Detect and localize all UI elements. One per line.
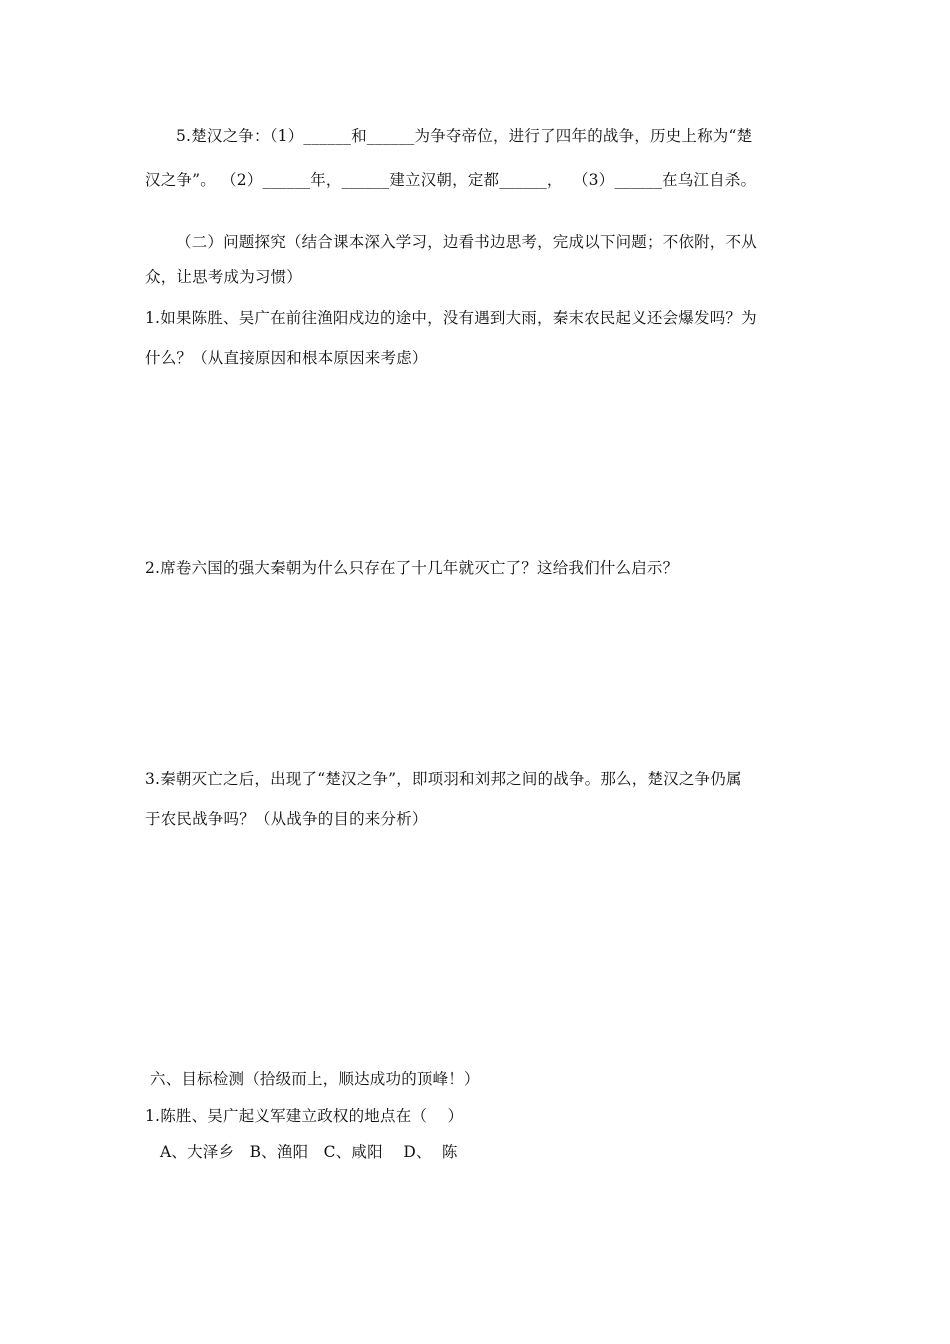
fill-question-5-line-2: 汉之争”。 （2）______年，______建立汉朝，定都______， （3）______在乌江自杀。	[145, 171, 757, 189]
explore-question-2: 2.席卷六国的强大秦朝为什么只存在了十几年就灭亡了？这给我们什么启示？	[145, 559, 679, 577]
explore-question-3-line-2: 于农民战争吗？（从战争的目的来分析）	[145, 810, 428, 828]
check-question-1-options: A、大泽乡 B、渔阳 C、咸阳 D、 陈	[160, 1143, 458, 1161]
explore-heading-line-2: 众，让思考成为习惯）	[145, 268, 303, 286]
explore-question-1-line-1: 1.如果陈胜、吴广在前往渔阳戍边的途中，没有遇到大雨，秦末农民起义还会爆发吗？为	[145, 309, 757, 327]
explore-question-3-line-1: 3.秦朝灭亡之后，出现了“楚汉之争”，即项羽和刘邦之间的战争。那么，楚汉之争仍属	[145, 770, 742, 788]
check-question-1: 1.陈胜、吴广起义军建立政权的地点在（ ）	[145, 1107, 464, 1125]
fill-question-5-line-1: 5.楚汉之争：（1）______和______为争夺帝位，进行了四年的战争，历史上称为“楚	[176, 127, 753, 145]
explore-heading-line-1: （二）问题探究（结合课本深入学习，边看书边思考，完成以下问题；不依附，不从	[176, 233, 757, 251]
check-heading: 六、目标检测（拾级而上，顺达成功的顶峰！）	[150, 1070, 480, 1088]
explore-question-1-line-2: 什么？（从直接原因和根本原因来考虑）	[145, 349, 428, 367]
